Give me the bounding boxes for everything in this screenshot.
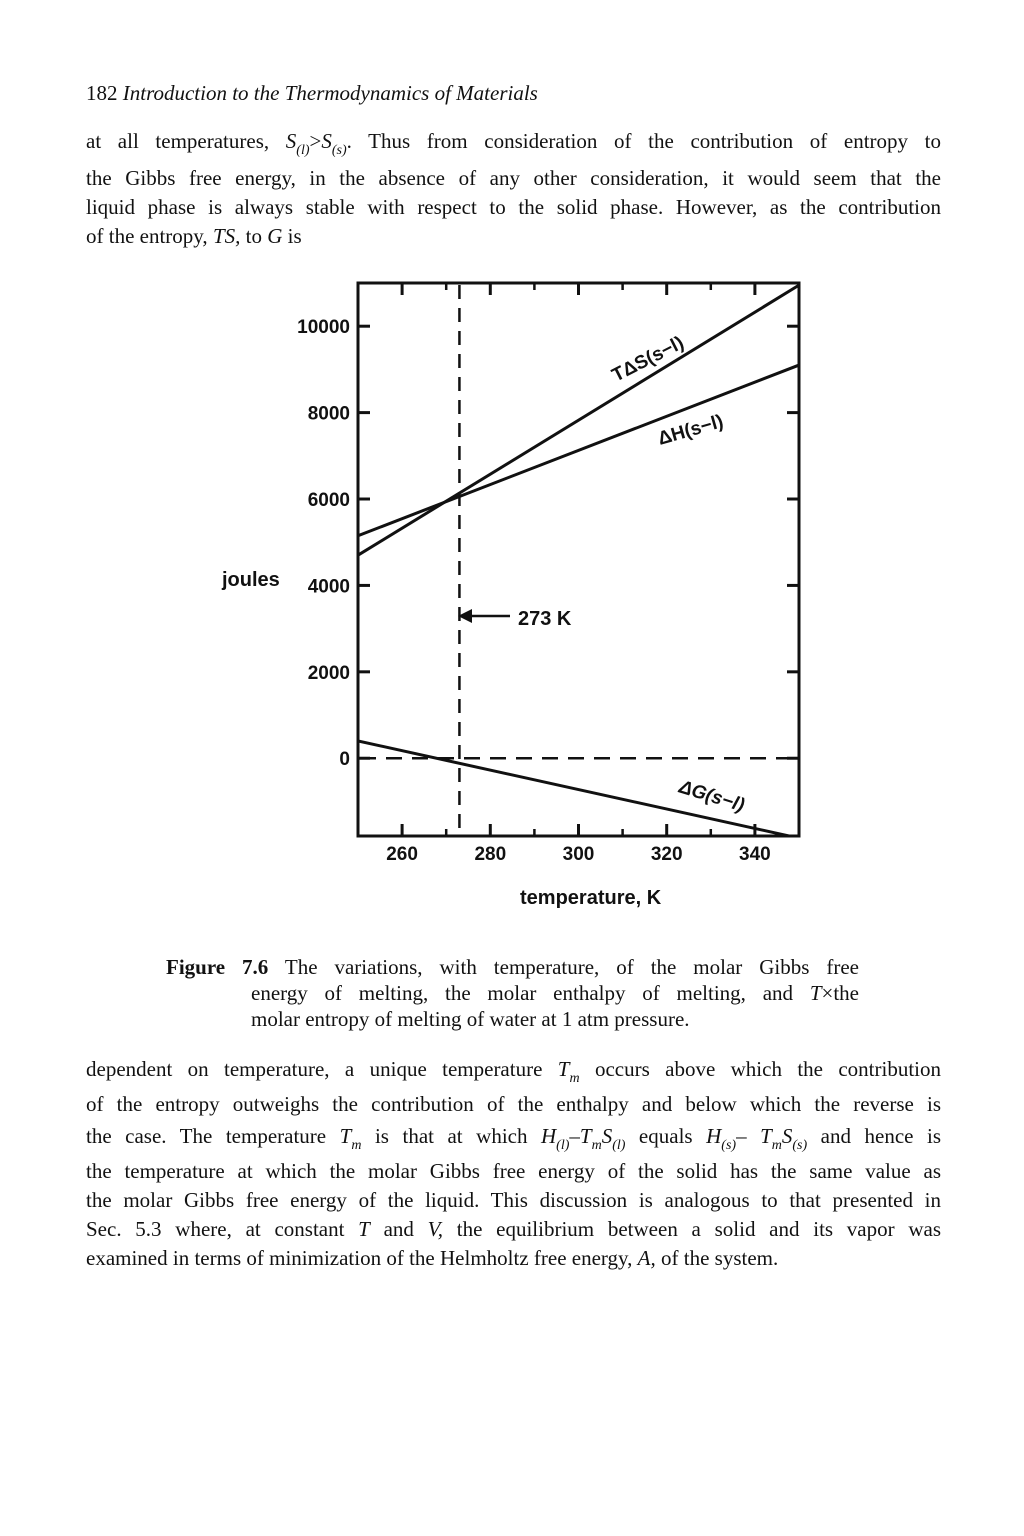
paragraph-line: the case. The temperature $T_m$ is that at which $H_{(l)}-T_mS_{(l)}$ equals $H_{(s)}-$ $T_mS_{(s)}$ and hence is bbox=[86, 1124, 941, 1153]
book-title: Introduction to the Thermodynamics of Materials bbox=[122, 81, 538, 105]
figure-caption bbox=[166, 954, 859, 1032]
x-tick-label: 260 bbox=[386, 844, 418, 865]
paragraph-line: the Gibbs free energy, in the absence of any other consideration, it would seem that the bbox=[86, 166, 941, 190]
paragraph-line: dependent on temperature, a unique temperature $T_m$ occurs above which the contribution bbox=[86, 1057, 942, 1086]
paragraph-line: at all temperatures, $S_{(l)}>S_{(s)}$. Thus from consideration of the contribution of entropy to bbox=[86, 129, 942, 158]
x-tick-label: 320 bbox=[650, 844, 683, 865]
x-ticks bbox=[402, 283, 755, 836]
paragraph-line: of the entropy outweighs the contribution of the enthalpy and below which the reverse is bbox=[86, 1092, 941, 1116]
paragraph-line: the molar Gibbs free energy of the liquid. This discussion is analogous to that presented in bbox=[86, 1188, 941, 1212]
series-lines bbox=[358, 285, 799, 838]
paragraph-line: of the entropy, TS, to G is bbox=[86, 224, 302, 248]
x-tick-labels bbox=[386, 844, 771, 865]
reference-lines bbox=[360, 285, 797, 834]
paragraph-line: examined in terms of minimization of the Helmholtz free energy, A, of the system. bbox=[86, 1246, 779, 1270]
x-tick-label: 340 bbox=[739, 844, 771, 865]
series-dg bbox=[358, 741, 799, 838]
annotation-273k bbox=[458, 608, 572, 630]
series-label-dg: ΔG(s−l) bbox=[676, 776, 747, 817]
y-tick-label: 4000 bbox=[307, 576, 350, 598]
series-tds bbox=[358, 285, 799, 555]
paragraph-line: Sec. 5.3 where, at constant T and V, the equilibrium between a solid and its vapor was bbox=[86, 1217, 942, 1241]
caption-line: energy of melting, the molar enthalpy of melting, and T×the bbox=[251, 981, 859, 1005]
paragraph-line: liquid phase is always stable with respect to the solid phase. However, as the contribution bbox=[86, 195, 941, 219]
y-axis-label: joules bbox=[222, 569, 280, 591]
annotation-273k-label: 273 K bbox=[518, 608, 572, 630]
y-tick-labels bbox=[297, 317, 350, 770]
caption-line: Figure 7.6 The variations, with temperature, of the molar Gibbs free bbox=[166, 955, 859, 979]
y-tick-label: 2000 bbox=[307, 662, 350, 684]
paragraph-after-figure bbox=[86, 1052, 941, 1273]
y-tick-label: 8000 bbox=[307, 403, 350, 425]
paragraph-line: the temperature at which the molar Gibbs free energy of the solid has the same value as bbox=[86, 1159, 941, 1183]
page-number: 182 bbox=[86, 81, 118, 105]
x-axis-label: temperature, K bbox=[520, 887, 662, 909]
x-tick-label: 300 bbox=[562, 844, 595, 865]
plot-frame bbox=[358, 283, 799, 836]
series-label-tds: TΔS(s−l) bbox=[608, 332, 688, 387]
series-dh bbox=[358, 365, 799, 536]
series-label-dh: ΔH(s−l) bbox=[655, 411, 726, 450]
figure-label: Figure 7.6 bbox=[166, 955, 269, 979]
y-tick-label: 10000 bbox=[297, 317, 350, 339]
x-tick-label: 280 bbox=[474, 844, 507, 865]
y-tick-label: 6000 bbox=[307, 490, 350, 512]
y-tick-label: 0 bbox=[339, 749, 350, 771]
caption-line: molar entropy of melting of water at 1 atm pressure. bbox=[251, 1007, 690, 1031]
